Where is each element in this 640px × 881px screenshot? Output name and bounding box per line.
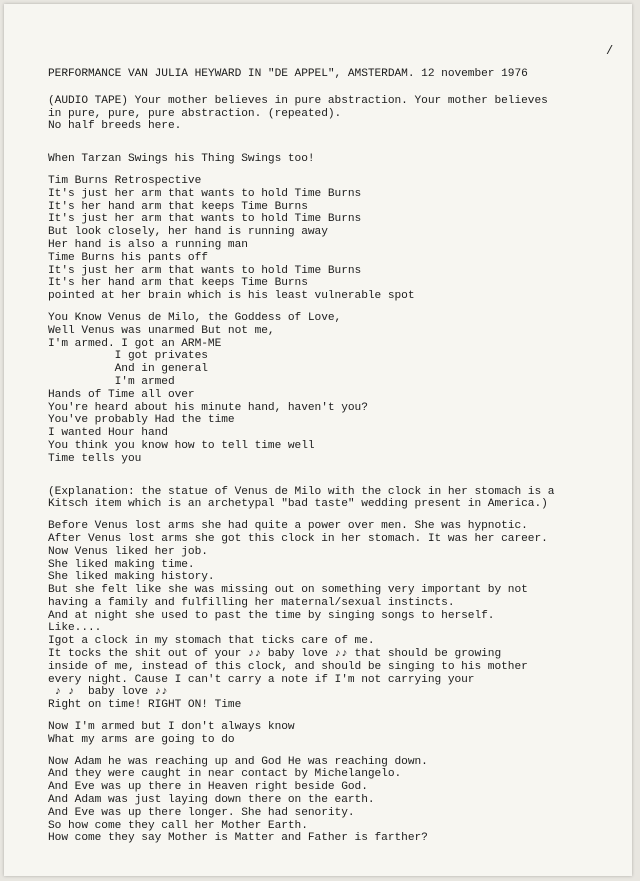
text-line: It tocks the shit out of your ♪♪ baby love ♪♪ that should be growing	[48, 648, 502, 661]
text-line: What my arms are going to do	[48, 733, 235, 746]
text-block	[48, 712, 588, 747]
text-line: It's her hand arm that keeps Time Burns	[48, 277, 308, 290]
paragraph-spacer	[48, 466, 588, 486]
text-block	[48, 303, 588, 466]
text-line: When Tarzan Swings his Thing Swings too!	[48, 153, 315, 166]
typewritten-page	[4, 4, 632, 876]
text-line: I'm armed. I got an ARM-ME	[48, 337, 222, 350]
text-line: It's her hand arm that keeps Time Burns	[48, 200, 308, 213]
text-line: But look closely, her hand is running away	[48, 226, 328, 239]
paragraph-spacer	[48, 747, 588, 756]
text-line: And Eve was up there longer. She had senority.	[48, 806, 355, 819]
text-line: She liked making history.	[48, 571, 215, 584]
text-line: Now Venus liked her job.	[48, 545, 208, 558]
paragraph-spacer	[48, 511, 588, 520]
text-block	[48, 747, 588, 846]
text-block	[48, 133, 588, 166]
document-heading: PERFORMANCE VAN JULIA HEYWARD IN "DE APPEL", AMSTERDAM. 12 november 1976	[48, 68, 528, 80]
paragraph-spacer	[48, 133, 588, 153]
text-block	[48, 95, 588, 133]
typescript-body	[48, 68, 588, 845]
text-line: (Explanation: the statue of Venus de Milo with the clock in her stomach is a	[48, 485, 555, 498]
text-block	[48, 466, 588, 512]
text-line: inside of me, instead of this clock, and should be singing to his mother	[48, 660, 528, 673]
text-line: How come they say Mother is Matter and Father is farther?	[48, 832, 428, 845]
text-line: Hands of Time all over	[48, 388, 195, 401]
text-line: It's just her arm that wants to hold Time Burns	[48, 213, 362, 226]
text-line: It's just her arm that wants to hold Time Burns	[48, 187, 362, 200]
text-line: You think you know how to tell time well	[48, 439, 315, 452]
text-line: Before Venus lost arms she had quite a power over men. She was hypnotic.	[48, 520, 528, 533]
text-line: Tim Burns Retrospective	[48, 174, 202, 187]
text-line: Right on time! RIGHT ON! Time	[48, 699, 242, 712]
paragraph-spacer	[48, 166, 588, 175]
text-line: Now I'm armed but I don't always know	[48, 721, 295, 734]
text-line: I'm armed	[48, 375, 175, 388]
page-number: /	[606, 44, 614, 58]
text-block	[48, 166, 588, 303]
text-line: Igot a clock in my stomach that ticks care of me.	[48, 635, 375, 648]
text-line: Kitsch item which is an archetypal "bad taste" wedding present in America.)	[48, 498, 548, 511]
text-line: And they were caught in near contact by Michelangelo.	[48, 768, 402, 781]
text-line: After Venus lost arms she got this clock in her stomach. It was her career.	[48, 532, 548, 545]
text-line: It's just her arm that wants to hold Time Burns	[48, 264, 362, 277]
paragraph-spacer	[48, 303, 588, 312]
text-line: (AUDIO TAPE) Your mother believes in pure abstraction. Your mother believes	[48, 94, 548, 107]
text-line: And Eve was up there in Heaven right beside God.	[48, 781, 368, 794]
text-line: I got privates	[48, 350, 208, 363]
text-line: Now Adam he was reaching up and God He was reaching down.	[48, 755, 428, 768]
text-line: You Know Venus de Milo, the Goddess of Love,	[48, 311, 342, 324]
text-line: No half breeds here.	[48, 120, 182, 133]
text-sections	[48, 95, 588, 845]
text-line: And in general	[48, 363, 208, 376]
text-line: in pure, pure, pure abstraction. (repeated).	[48, 107, 342, 120]
text-line: Well Venus was unarmed But not me,	[48, 324, 275, 337]
text-line: every night. Cause I can't carry a note if I'm not carrying your	[48, 673, 475, 686]
text-line: pointed at her brain which is his least vulnerable spot	[48, 290, 415, 303]
text-line: Like....	[48, 622, 102, 635]
text-line: And at night she used to past the time by singing songs to herself.	[48, 609, 495, 622]
text-line: having a family and fulfilling her maternal/sexual instincts.	[48, 596, 455, 609]
text-line: Time tells you	[48, 452, 142, 465]
paragraph-spacer	[48, 712, 588, 721]
text-line: Time Burns his pants off	[48, 251, 208, 264]
text-line: She liked making time.	[48, 558, 195, 571]
text-line: You're heard about his minute hand, haven't you?	[48, 401, 368, 414]
text-line: So how come they call her Mother Earth.	[48, 819, 308, 832]
text-line: You've probably Had the time	[48, 414, 235, 427]
text-line: But she felt like she was missing out on something very important by not	[48, 584, 528, 597]
text-line: And Adam was just laying down there on the earth.	[48, 794, 375, 807]
text-line: Her hand is also a running man	[48, 238, 248, 251]
text-line: I wanted Hour hand	[48, 427, 168, 440]
text-line: ♪ ♪ baby love ♪♪	[48, 686, 168, 699]
text-block	[48, 511, 588, 712]
